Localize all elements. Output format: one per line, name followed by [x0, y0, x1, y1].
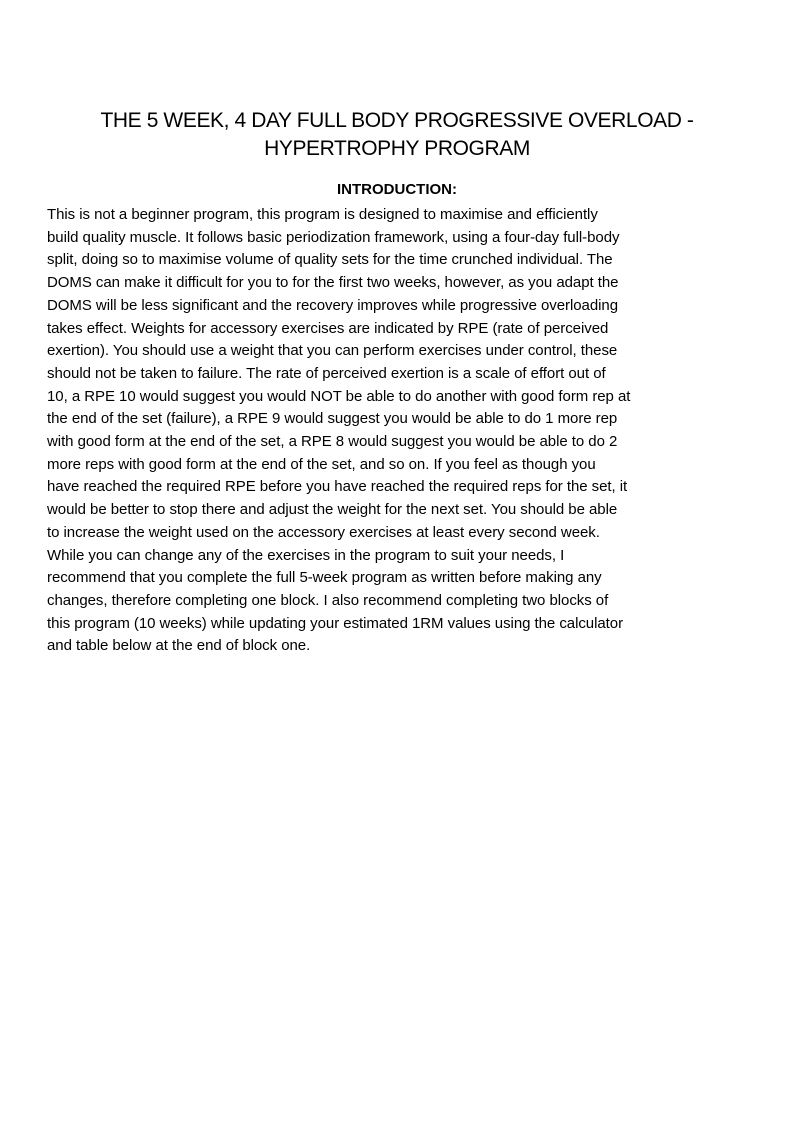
introduction-line: with good form at the end of the set, a RPE 8 would suggest you would be able to do 2	[47, 433, 618, 451]
introduction-line: the end of the set (failure), a RPE 9 would suggest you would be able to do 1 more rep	[47, 410, 618, 428]
introduction-line: DOMS will be less significant and the recovery improves while progressive overloading	[47, 296, 619, 314]
introduction-paragraph	[47, 204, 747, 658]
introduction-line: split, doing so to maximise volume of quality sets for the time crunched individual. The	[47, 251, 613, 269]
introduction-line: While you can change any of the exercises in the program to suit your needs, I	[47, 546, 565, 564]
program-title	[60, 107, 734, 163]
introduction-line: recommend that you complete the full 5-week program as written before making any	[47, 569, 602, 587]
introduction-heading: INTRODUCTION:	[337, 181, 457, 198]
introduction-line: should not be taken to failure. The rate of perceived exertion is a scale of effort out of	[47, 364, 606, 382]
introduction-line: this program (10 weeks) while updating your estimated 1RM values using the calculator	[47, 614, 624, 632]
introduction-line: changes, therefore completing one block. I also recommend completing two blocks of	[47, 591, 609, 609]
introduction-line: exertion). You should use a weight that you can perform exercises under control, these	[47, 342, 618, 360]
program-title-line-1: THE 5 WEEK, 4 DAY FULL BODY PROGRESSIVE OVERLOAD -	[100, 109, 694, 132]
introduction-line: and table below at the end of block one.	[47, 637, 311, 655]
introduction-line: takes effect. Weights for accessory exercises are indicated by RPE (rate of perceived	[47, 319, 609, 337]
introduction-line: would be better to stop there and adjust the weight for the next set. You should be able	[47, 501, 618, 519]
introduction-line: have reached the required RPE before you have reached the required reps for the set, it	[47, 478, 628, 496]
introduction-line: This is not a beginner program, this program is designed to maximise and efficiently	[47, 206, 598, 223]
introduction-line: build quality muscle. It follows basic periodization framework, using a four-day full-body	[47, 228, 620, 246]
introduction-line: DOMS can make it difficult for you to for the first two weeks, however, as you adapt the	[47, 274, 619, 292]
introduction-line: 10, a RPE 10 would suggest you would NOT be able to do another with good form rep at	[47, 387, 631, 405]
program-title-line-2: HYPERTROPHY PROGRAM	[264, 137, 530, 160]
introduction-line: to increase the weight used on the accessory exercises at least every second week.	[47, 523, 600, 541]
introduction-line: more reps with good form at the end of the set, and so on. If you feel as though you	[47, 455, 596, 473]
